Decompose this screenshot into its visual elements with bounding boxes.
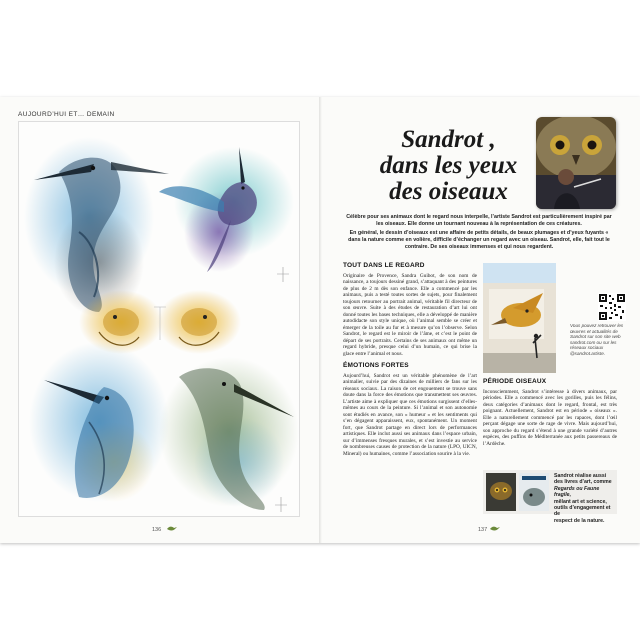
book-caption-line-2: des livres d’art, comme bbox=[554, 479, 612, 486]
right-page bbox=[321, 97, 640, 543]
book-caption-line-3: Regards ou Faune fragile, bbox=[554, 485, 600, 499]
artist-portrait-photo bbox=[536, 117, 616, 209]
lede-paragraph-1: Célèbre pour ses animaux dont le regard nous interpelle, l’artiste Sandrot est particulièrement inspiré par les oiseaux. Elle donne un tournant nouveau à la représentation de ces créatures. bbox=[346, 214, 612, 227]
heron-painting bbox=[24, 137, 169, 317]
subheading-oiseaux: PÉRIODE OISEAUX bbox=[483, 378, 547, 385]
page-number-right: 137 bbox=[478, 527, 488, 533]
street-mural-photo bbox=[483, 263, 556, 373]
body-text-emotions: Aujourd’hui, Sandrot est un véritable phénomène de l’art animalier, suivie par des dizaines de milliers de fans sur les réseaux sociaux. La raison de cet engouement se trouve sans doute dans la force des émotions que transmettent ses œuvres. L’artiste aime à expliquer que ces émotions surgissent d’elles-mêmes au cours de la peinture. Si l’animal et son autonomie sont étudiés en avance, son « humeur » et les sentiments qui s’en dégagent apparaissent, eux, spontanément. Un moment fort, que Sandrot partage en direct lors de performances artistiques. Elle inclut aussi ses animaux dans l’espace urbain, sur d’immenses fresques murales, et s’est investie au service de nombreuses causes de protection de la nature (LPO, UICN, Mineral) ou humaines, comme l’association sourire à la vie. bbox=[343, 372, 477, 457]
bird-icon-right bbox=[489, 524, 501, 532]
title-line-2: dans les yeux bbox=[379, 152, 518, 179]
title-line-1: Sandrot , bbox=[401, 126, 496, 153]
art-books-box bbox=[483, 470, 617, 524]
body-text-oiseaux: Inconsciemment, Sandrot s’intéresse à divers animaux, par périodes. Elle a commencé avec les gorilles, puis les félins, deux catégories d’animaux dont le regard, frontal, est très poignant. Actuellement, Sandrot est en période « oiseaux ». Elle a naturellement commencé par les rapaces, dont l’œil perçant dégage une sorte de rage de vivre. Mais aujourd’hui, son approche du regard s’étend à une grande variété d’autres espèces, des puffins de Méditerranée aux petits passereaux de l’Ardèche. bbox=[483, 388, 617, 447]
watercolor-artwork-collage bbox=[18, 121, 300, 517]
article-column-2 bbox=[483, 379, 617, 447]
book-caption-line-1: Sandrot réalise aussi bbox=[554, 473, 607, 479]
left-page bbox=[0, 97, 320, 543]
page-number-left: 136 bbox=[152, 527, 162, 533]
subheading-regard: TOUT DANS LE REGARD bbox=[343, 262, 425, 269]
lede-paragraph-2: En général, le dessin d’oiseaux est une affaire de petits détails, de beaux plumages et d’yeux fuyants « dans la nature comme en volière, difficile d’échanger un regard avec un oiseau. Sandrot, elle, fait tout le contraire. De ses oiseaux immenses et qui nous regardent. bbox=[348, 230, 610, 250]
book-cover-faune-fragile bbox=[519, 473, 549, 511]
hummingbird-painting bbox=[159, 147, 294, 272]
article-lede bbox=[343, 214, 615, 251]
subheading-emotions: ÉMOTIONS FORTES bbox=[343, 362, 409, 369]
heron-head-painting bbox=[159, 357, 299, 512]
magazine-spread bbox=[0, 97, 640, 543]
art-books-caption bbox=[554, 473, 616, 524]
qr-code-icon[interactable] bbox=[598, 293, 626, 321]
body-text-regard: Originaire de Provence, Sandra Guibot, de son nom de naissance, a toujours dessiné grand, s’attaquant à des peintures de plus de 2 m dès son enfance. Elle a commencé par les animaux, puis a testé toutes sortes de sujets, pour finalement toujours retourner au portrait animal, véritable fil directeur de son œuvre. Suite à des études de restauration d’art lui ont donné toutes les bases techniques, elle a développé de manière autodidacte son style unique, où l’animal semble se créer et émerger de la toile au fur et à mesure qu’on l’observe. Selon Sandrot, le regard est le miroir de l’âme, et c’est le point de départ de ses portraits. Certains de ses animaux ont même un regard hybride, presque celui d’un humain, ce qui brise la glace entre l’animal et nous. bbox=[343, 272, 477, 357]
bird-icon bbox=[166, 524, 178, 532]
qr-caption: Vous pouvez retrouver les œuvres et actualités de Sandrot sur son site web sandrot.com ou sur les réseaux sociaux @sandrot.artiste. bbox=[570, 323, 624, 356]
book-caption-line-6: respect de la nature. bbox=[554, 517, 605, 524]
book-cover-regards bbox=[486, 473, 516, 511]
title-line-3: des oiseaux bbox=[389, 178, 508, 205]
book-caption-line-4: mêlant art et science, bbox=[554, 498, 607, 505]
book-caption-line-5: outils d’engagement et de bbox=[554, 505, 611, 518]
artwork-illustration bbox=[19, 122, 301, 518]
kingfisher-painting bbox=[29, 342, 169, 502]
article-column-1 bbox=[343, 263, 477, 457]
section-label: AUJOURD’HUI ET… DEMAIN bbox=[18, 111, 115, 118]
article-title bbox=[361, 127, 536, 205]
